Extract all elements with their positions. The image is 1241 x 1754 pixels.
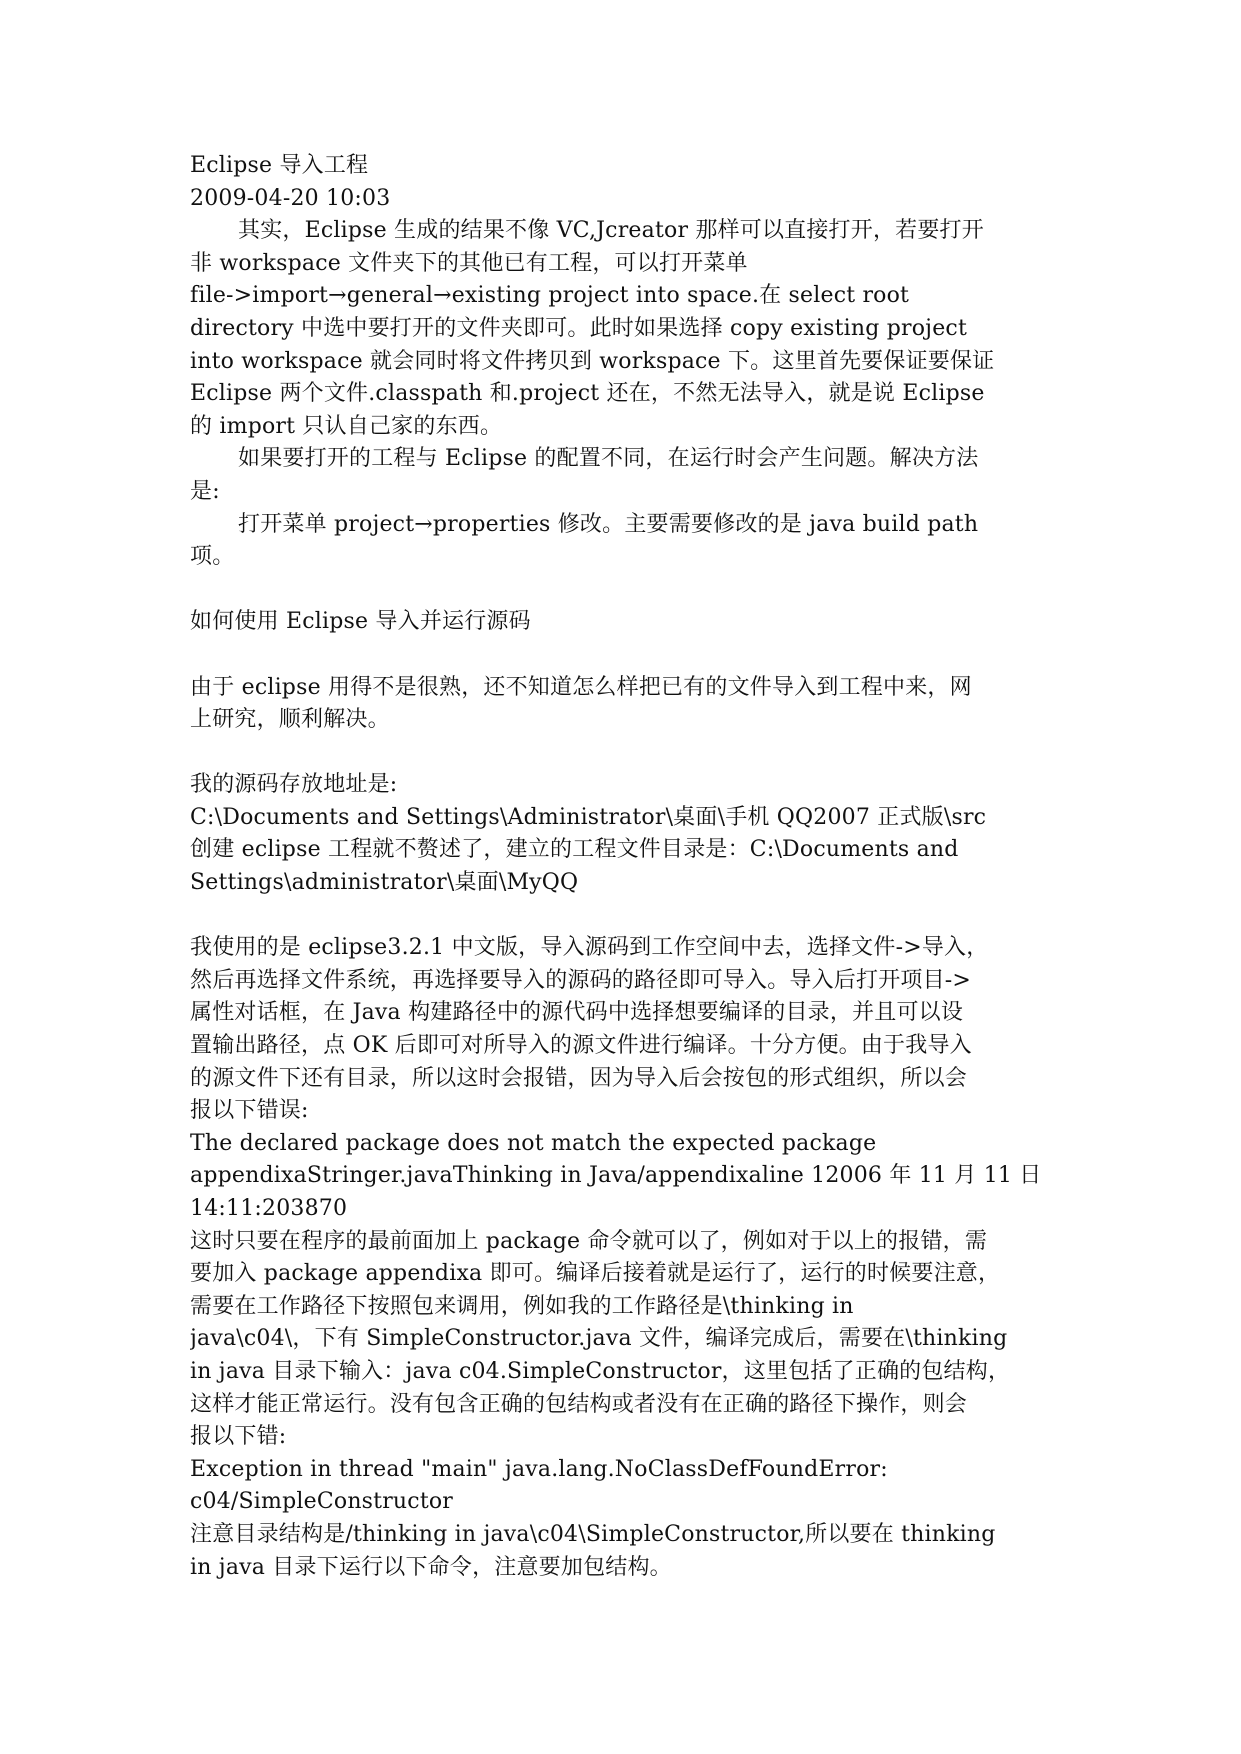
text-line: 然后再选择文件系统，再选择要导入的源码的路径即可导入。导入后打开项目-> [190, 967, 972, 993]
text-line: 项。 [190, 544, 235, 570]
text-line: 是: [190, 478, 220, 504]
text-line: 我的源码存放地址是: [190, 772, 398, 798]
text-line: The declared package does not match the expected package [190, 1130, 877, 1156]
text-line: file->import→general→existing project into space.在 select root [190, 283, 910, 309]
text-line: 属性对话框，在 Java 构建路径中的源代码中选择想要编译的目录，并且可以设 [190, 1000, 964, 1026]
text-line: c04/SimpleConstructor [190, 1489, 454, 1515]
text-line: 置输出路径，点 OK 后即可对所导入的源文件进行编译。十分方便。由于我导入 [190, 1033, 972, 1059]
text-line: java\c04\，下有 SimpleConstructor.java 文件，编译完成后，需要在\thinking [190, 1326, 1008, 1352]
text-line: 这时只要在程序的最前面加上 package 命令就可以了，例如对于以上的报错，需 [190, 1228, 988, 1254]
text-line: 注意目录结构是/thinking in java\c04\SimpleConstructor,所以要在 thinking [190, 1521, 996, 1547]
text-line: Exception in thread "main" java.lang.NoClassDefFoundError: [190, 1456, 888, 1482]
text-line: directory 中选中要打开的文件夹即可。此时如果选择 copy existing project [190, 315, 967, 341]
text-line: 14:11:203870 [190, 1196, 348, 1221]
text-line: Eclipse 导入工程 [190, 153, 369, 178]
blank-line [190, 574, 1062, 607]
text-line: 我使用的是 eclipse3.2.1 中文版，导入源码到工作空间中去，选择文件->导入， [190, 935, 989, 961]
text-line: 的源文件下还有目录，所以这时会报错，因为导入后会按包的形式组织，所以会 [190, 1065, 968, 1091]
text-line: in java 目录下输入：java c04.SimpleConstructor，这里包括了正确的包结构， [190, 1358, 1011, 1384]
text-line: 其实，Eclipse 生成的结果不像 VC,Jcreator 那样可以直接打开，若要打开 [238, 218, 984, 244]
text-line: 打开菜单 project→properties 修改。主要需要修改的是 java build path [238, 511, 979, 537]
text-line: 2009-04-20 10:03 [190, 185, 391, 211]
text-line: Settings\administrator\桌面\MyQQ [190, 870, 579, 896]
text-line: 如何使用 Eclipse 导入并运行源码 [190, 609, 531, 635]
text-line: appendixaStringer.javaThinking in Java/appendixaline 12006 年 11 月 11 日 [190, 1163, 1042, 1189]
blank-line [190, 737, 1062, 770]
text-line: 创建 eclipse 工程就不赘述了，建立的工程文件目录是：C:\Documents and [190, 837, 959, 863]
text-line: 非 workspace 文件夹下的其他已有工程，可以打开菜单 [190, 250, 748, 276]
text-line: 报以下错: [190, 1424, 287, 1450]
blank-line [190, 639, 1062, 672]
text-line: 要加入 package appendixa 即可。编译后接着就是运行了，运行的时候要注意， [190, 1261, 1001, 1287]
text-line: 如果要打开的工程与 Eclipse 的配置不同，在运行时会产生问题。解决方法 [238, 446, 979, 472]
text-line: 报以下错误: [190, 1098, 309, 1124]
document-body [190, 150, 1062, 1584]
text-line: 上研究，顺利解决。 [190, 707, 390, 733]
blank-line [190, 900, 1062, 933]
text-line: 需要在工作路径下按照包来调用，例如我的工作路径是\thinking in [190, 1293, 854, 1319]
text-line: 的 import 只认自己家的东西。 [190, 413, 503, 439]
text-line: 这样才能正常运行。没有包含正确的包结构或者没有在正确的路径下操作，则会 [190, 1391, 968, 1417]
text-line: C:\Documents and Settings\Administrator\桌面\手机 QQ2007 正式版\src [190, 804, 987, 830]
text-line: into workspace 就会同时将文件拷贝到 workspace 下。这里首先要保证要保证 [190, 348, 995, 374]
text-line: 由于 eclipse 用得不是很熟，还不知道怎么样把已有的文件导入到工程中来，网 [190, 674, 972, 700]
text-line: in java 目录下运行以下命令，注意要加包结构。 [190, 1554, 672, 1580]
text-line: Eclipse 两个文件.classpath 和.project 还在，不然无法导入，就是说 Eclipse [190, 381, 985, 407]
